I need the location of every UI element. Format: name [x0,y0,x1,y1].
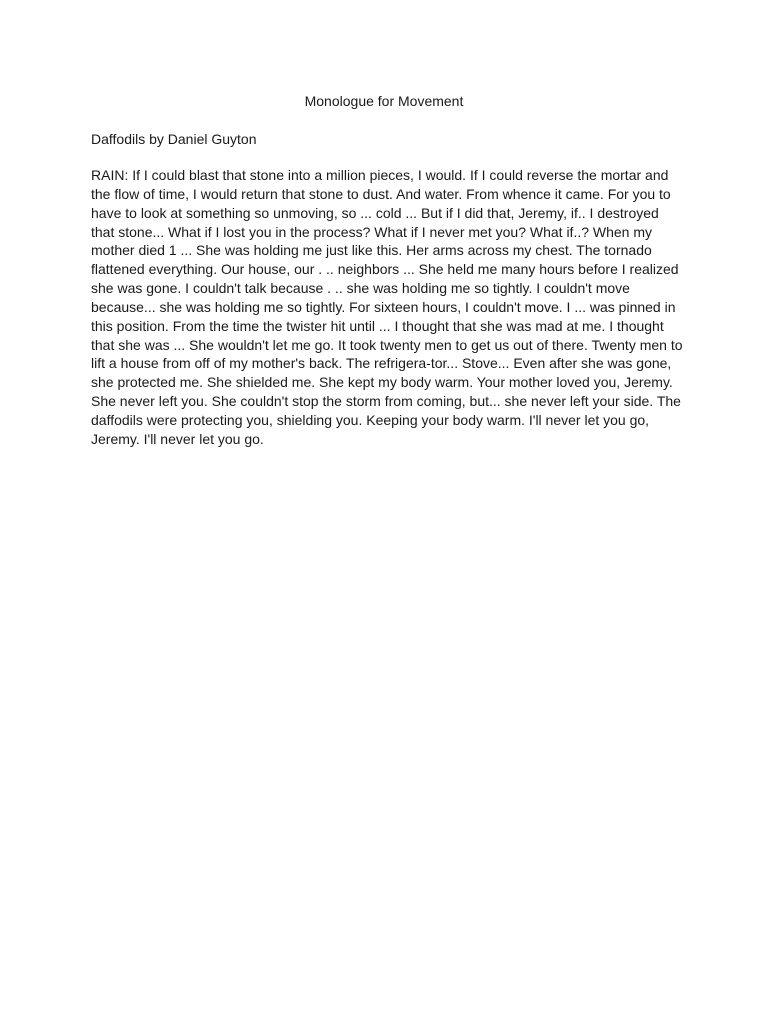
monologue-body [91,166,681,449]
body-line: RAIN: If I could blast that stone into a million pieces, I would. If I could reverse the mortar and [91,167,669,183]
document-title: Monologue for Movement [304,93,464,109]
body-line: that stone... What if I lost you in the process? What if I never met you? What if..? When my [91,223,653,240]
body-line: lift a house from off of my mother's back. The refrigera-tor... Stove... Even after she was gone, [91,355,672,372]
body-line: that she was ... She wouldn't let me go. It took twenty men to get us out of there. Twenty men to [91,336,683,353]
body-line: this position. From the time the twister hit until ... I thought that she was mad at me. I thought [91,317,664,334]
body-line: the flow of time, I would return that stone to dust. And water. From whence it came. For you to [91,185,671,202]
body-line: mother died 1 ... She was holding me just like this. Her arms across my chest. The tornado [91,242,652,259]
body-line: flattened everything. Our house, our . .. neighbors ... She held me many hours before I realized [91,261,679,278]
body-line: Jeremy. I'll never let you go. [91,430,264,447]
body-line: She never left you. She couldn't stop the storm from coming, but... she never left your side. The [91,393,681,410]
document-subtitle: Daffodils by Daniel Guyton [91,131,257,147]
body-line: because... she was holding me so tightly. For sixteen hours, I couldn't move. I ... was pinned in [91,298,676,315]
body-line: daffodils were protecting you, shielding you. Keeping your body warm. I'll never let you go, [91,411,650,428]
body-line: she was gone. I couldn't talk because . .. she was holding me so tightly. I couldn't move [91,280,630,297]
body-line: she protected me. She shielded me. She kept my body warm. Your mother loved you, Jeremy. [91,374,673,391]
body-line: have to look at something so unmoving, so ... cold ... But if I did that, Jeremy, if.. I destroyed [91,204,659,221]
